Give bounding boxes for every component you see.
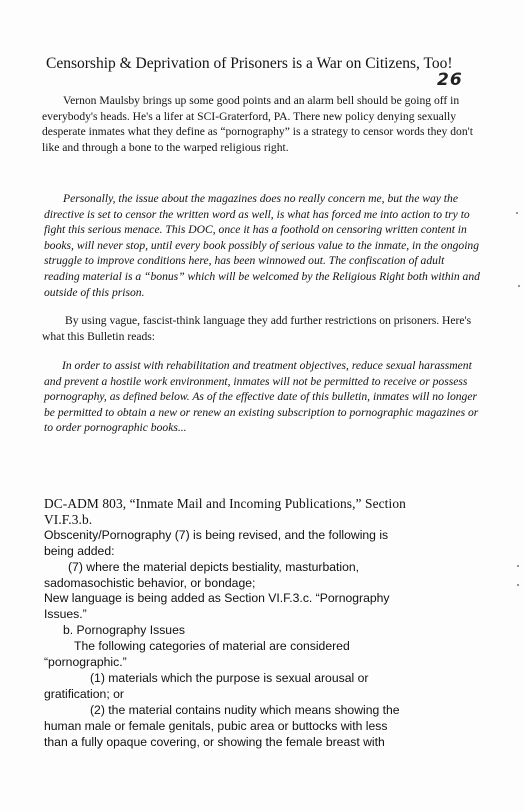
- article-title: Censorship & Deprivation of Prisoners is a War on Citizens, Too!: [46, 55, 453, 72]
- bulletin-excerpt: [44, 496, 482, 751]
- bulletin-line: being added:: [44, 543, 115, 558]
- bulletin-line: The following categories of material are considered: [74, 639, 350, 654]
- paragraph-bulletin-intro: By using vague, fascist-think language they add further restrictions on prisoners. Here's what this Bulletin reads:: [42, 314, 472, 343]
- bulletin-line: (7) where the material depicts bestiality, masturbation,: [68, 559, 360, 574]
- bulletin-line: (1) materials which the purpose is sexual arousal or: [90, 670, 369, 685]
- bulletin-line: than a fully opaque covering, or showing the female breast with: [44, 734, 385, 749]
- paragraph-intro: Vernon Maulsby brings up some good points and an alarm bell should be going off in everybody's heads. He's a lifer at SCI-Graterford, PA. There new policy denying sexually desperate inmates what they define as “pornography” is a strategy to censor words they don't like and through a bone to the warped religious right.: [42, 94, 473, 154]
- paragraph-bulletin-quote: In order to assist with rehabilitation and treatment objectives, reduce sexual harassment and prevent a hostile work environment, inmates will not be permitted to receive or possess pornography, as defined below. As of the effective date of this bulletin, inmates will no longer be permitted to obtain a new or renew an existing subscription to pornographic magazines or to order pornographic books...: [44, 359, 479, 435]
- bulletin-line: New language is being added as Section VI.F.3.c. “Pornography: [44, 591, 390, 606]
- scan-speck: [518, 285, 520, 287]
- bulletin-line: VI.F.3.b.: [44, 511, 93, 527]
- bulletin-line: “pornographic.”: [44, 655, 127, 670]
- scan-speck: [517, 584, 519, 586]
- scan-speck: [516, 212, 518, 214]
- bulletin-line: human male or female genitals, pubic area or buttocks with less: [44, 718, 388, 733]
- bulletin-line: (2) the material contains nudity which means showing the: [90, 702, 400, 717]
- bulletin-line: gratification; or: [44, 686, 124, 701]
- bulletin-line: Issues.”: [44, 607, 87, 622]
- scan-speck: [517, 565, 519, 567]
- bulletin-line: sadomasochistic behavior, or bondage;: [44, 575, 256, 590]
- bulletin-line: b. Pornography Issues: [63, 623, 185, 638]
- paragraph-personal-statement: Personally, the issue about the magazines does no really concern me, but the way the directive is set to censor the written word as well, is what has forced me into action to try to fight this serious menace. This DOC, once it has a foothold on censoring written content in books, will never stop, until every book possibly of serious value to the inmate, in the ongoing struggle to improve conditions here, has been winnowed out. The confiscation of adult reading material is a “bonus” which will be welcomed by the Religious Right both within and outside of this prison.: [44, 192, 480, 299]
- handwritten-page-number: 26: [437, 70, 463, 90]
- bulletin-line: Obscenity/Pornography (7) is being revised, and the following is: [44, 527, 389, 542]
- bulletin-line: DC-ADM 803, “Inmate Mail and Incoming Publications,” Section: [44, 496, 406, 511]
